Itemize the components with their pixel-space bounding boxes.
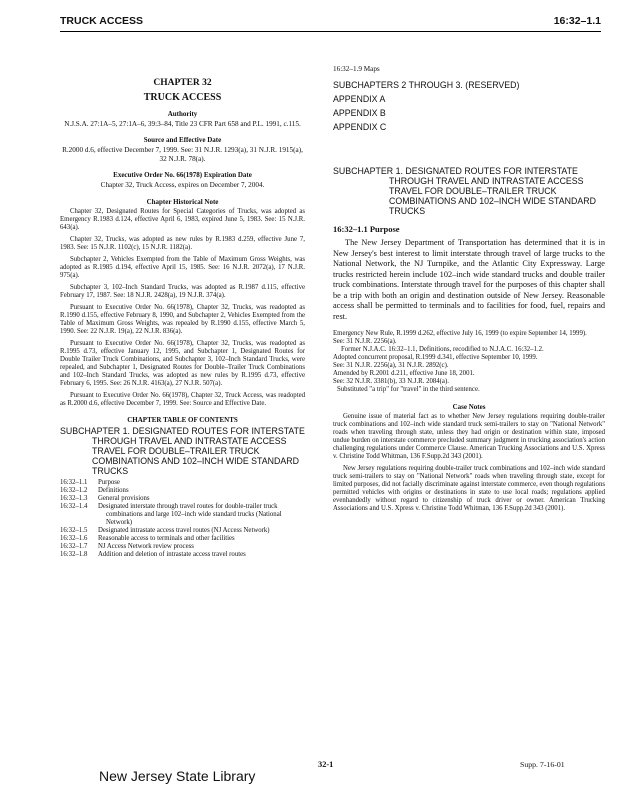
chapter-title: TRUCK ACCESS (143, 92, 222, 103)
left-column (60, 62, 305, 559)
header-title: TRUCK ACCESS (60, 15, 144, 27)
source-heading: Source and Effective Date (143, 136, 222, 145)
running-header (60, 9, 601, 32)
chapter-number: CHAPTER 32 (153, 78, 212, 88)
toc-entry-maps[interactable]: 16:32–1.9 Maps (333, 65, 380, 73)
case-notes-heading: Case Notes (452, 403, 486, 411)
appendix-c[interactable]: APPENDIX C (333, 122, 387, 132)
case-note: Genuine issue of material fact as to whether New Jersey regulations requiring double-trailer truck combinations and 102–inch wide standard truck semi-trailers to stay on "National Network" roads when traveling through state, unless they had origin or destination within state, imposed undue burden on interstate commerce precluded summary judgment in trucking association's action challenging regulations under Commerce Clause. American Trucking Associations and U.S. Xpress v. Christine Todd Whitman, 136 F.Supp.2d 343 (2001). (333, 413, 605, 460)
section-history: Emergency New Rule, R.1999 d.262, effective July 16, 1999 (to expire September 14, 1999). See: 31 N.J.R. 2256(a). Former N.J.A.C. 16:32–1.1, Definitions, recodified to N.J.A.C. 16:32–1.2. Adopted concurrent proposal, R.1999 d.341, effective September 10, 1999. See: 31 N.J.R. 2256(a), 31 N.J.R. 2892(c). Amended by R.2001 d.211, effective June 18, 2001. See: 32 N.J.R. 3381(b), 33 N.J.R. 2084(a). Substituted "a trip" for "travel" in the third sentence. (333, 330, 587, 393)
historical-note-paragraph: Subchapter 3, 102–Inch Standard Trucks, was adopted as R.1987 d.115, effective February 17, 1987. See: 18 N.J.R. 2428(a), 19 N.J.R. 374(a). (60, 283, 305, 299)
historical-note-paragraph: Pursuant to Executive Order No. 66(1978), Chapter 32, Trucks, was readopted as R.1995 d.73, effective January 12, 1995, and Subchapter 1, Designated Routes for Double Trailer Truck Combinations, and Subchapter 3, 102–Inch Standard Trucks, were repealed, and Subchapter 1, Designated Routes for Double–Trailer Truck Combinations and 102–Inch Standard Trucks, was adopted as new rules by R.1995 d.73, effective February 6, 1995. See: 26 N.J.R. 4163(a), 27 N.J.R. 507(a). (60, 339, 305, 387)
table-of-contents (60, 479, 305, 559)
subchapter-1-heading: SUBCHAPTER 1. DESIGNATED ROUTES FOR INTERSTATE THROUGH TRAVEL AND INTRASTATE ACCESS TRAVEL FOR DOUBLE–TRAILER TRUCK COMBINATIONS AND 102–INCH WIDE STANDARD TRUCKS (333, 166, 596, 216)
appendix-b[interactable]: APPENDIX B (333, 108, 386, 118)
historical-note-paragraph: Chapter 32, Designated Routes for Special Categories of Trucks, was adopted as Emergency R.1983 d.124, effective April 6, 1983, expired June 5, 1983. See: 15 N.J.R. 643(a). (60, 207, 305, 231)
historical-note-paragraph: Pursuant to Executive Order No. 66(1978), Chapter 32, Trucks, was readopted as R.1990 d.155, effective February 8, 1990, and Subchapter 2, Vehicles Exempted from the Table of Maximum Gross Weights, was repealed by R.1990 d.155, effective March 5, 1990. See: 22 N.J.R. 19(a), 22 N.J.R. 836(a). (60, 303, 305, 335)
toc-entry[interactable]: 16:32–1.5 Designated intrastate access travel routes (NJ Access Network) (60, 526, 270, 534)
toc-entry[interactable]: 16:32–1.3 General provisions (60, 494, 150, 502)
historical-note-paragraph: Subchapter 2, Vehicles Exempted from the Table of Maximum Gross Weights, was adopted as R.1985 d.194, effective April 15, 1985. See: 16 N.J.R. 2072(a), 17 N.J.R. 975(a). (60, 255, 305, 279)
historical-note-heading: Chapter Historical Note (146, 197, 219, 206)
appendix-a[interactable]: APPENDIX A (333, 94, 386, 104)
authority-heading: Authority (167, 110, 198, 118)
library-watermark: New Jersey State Library (99, 768, 256, 784)
toc-heading: CHAPTER TABLE OF CONTENTS (127, 415, 238, 424)
authority-text: N.J.S.A. 27:1A–5, 27:1A–6, 39:3–84, Title 23 CFR Part 658 and P.L. 1991, c.115. (64, 120, 301, 128)
toc-entry[interactable]: 16:32–1.2 Definitions (60, 486, 129, 494)
section-body: The New Jersey Department of Transportation has determined that it is in New Jersey's best interest to limit interstate through travel of large trucks to the National Network, the NJ Turnpike, and the Atlantic City Expressway. Large trucks restricted herein include 102–inch wide standard trucks and double trailer truck combinations. Interstate through travel for the purposes of this chapter shall be a trip with both an origin and destination outside of New Jersey. Reasonable access shall be permitted to terminals and to facilities for food, fuel, repairs and rest. (333, 238, 605, 321)
executive-order-heading: Executive Order No. 66(1978) Expiration Date (113, 171, 252, 180)
source-text: R.2000 d.6, effective December 7, 1999. See: 31 N.J.R. 1293(a), 31 N.J.R. 1915(a), 32 N.J.R. 78(a). (62, 146, 303, 163)
historical-note-paragraph: Chapter 32, Trucks, was adopted as new rules by R.1983 d.259, effective June 7, 1983. See: 15 N.J.R. 1102(c), 15 N.J.R. 1182(a). (60, 235, 305, 251)
supplement-date: Supp. 7-16-01 (520, 760, 565, 769)
toc-entry[interactable]: 16:32–1.8 Addition and deletion of intrastate access travel routes (60, 550, 246, 558)
header-section-number: 16:32–1.1 (553, 15, 601, 27)
toc-entry[interactable]: 16:32–1.7 NJ Access Network review process (60, 542, 194, 550)
executive-order-text: Chapter 32, Truck Access, expires on December 7, 2004. (100, 181, 265, 190)
section-heading: 16:32–1.1 Purpose (333, 224, 400, 234)
toc-entry[interactable]: 16:32–1.6 Reasonable access to terminals and other facilities (60, 534, 235, 542)
toc-entry[interactable]: 16:32–1.4 Designated interstate through travel routes for double-trailer truck combinations and large 102–inch wide standard trucks (National Network) (60, 502, 282, 526)
page-number: 32-1 (318, 760, 334, 769)
historical-note-paragraph: Pursuant to Executive Order No. 66(1978), Chapter 32, Truck Access, was readopted as R.2000 d.6, effective December 7, 1999. See: Source and Effective Date. (60, 391, 305, 407)
toc-entry[interactable]: 16:32–1.1 Purpose (60, 478, 120, 486)
case-note: New Jersey regulations requiring double-trailer truck combinations and 102–inch wide standard truck semi-trailers to stay on "National Network" roads when traveling through state, except for limited purposes, did not facially discriminate against interstate commerce, even though regulations permitted vehicles with origins or destinations in state to use local roads; regulations applied evenhandedly without regard to citizenship of truck driver or owner. American Trucking Associations and U.S. Xpress v. Christine Todd Whitman, 136 F.Supp.2d 343 (2001). (333, 465, 605, 512)
right-column (333, 64, 605, 517)
reserved-subchapters: SUBCHAPTERS 2 THROUGH 3. (RESERVED) (333, 80, 520, 90)
toc-subchapter-heading: SUBCHAPTER 1. DESIGNATED ROUTES FOR INTERSTATE THROUGH TRAVEL AND INTRASTATE ACCESS TRAVEL FOR DOUBLE–TRAILER TRUCK COMBINATIONS AND 102–INCH WIDE STANDARD TRUCKS (60, 425, 305, 476)
